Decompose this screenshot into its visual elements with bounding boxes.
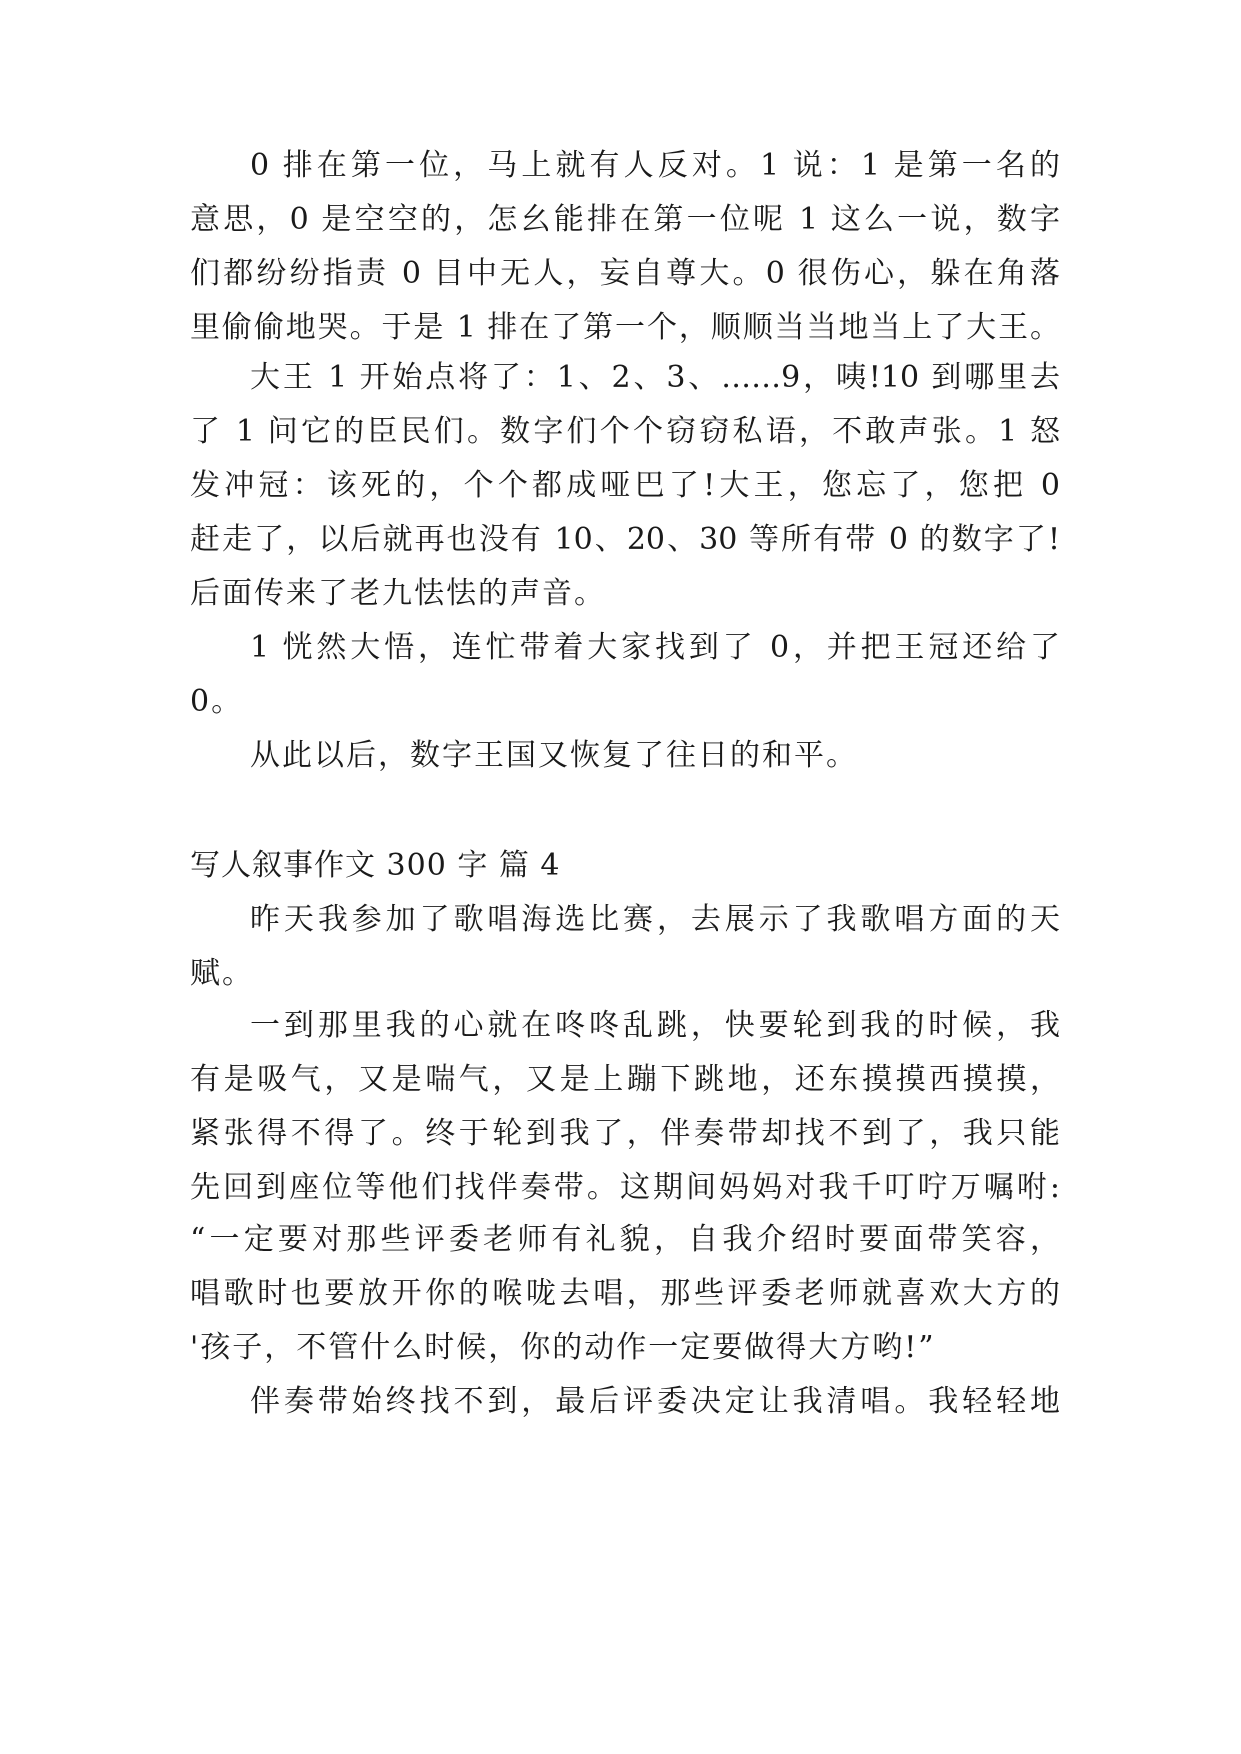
text-line: 了 1 问它的臣民们。数字们个个窃窃私语，不敢声张。1 怒 [190, 414, 1060, 449]
text-line: 赶走了，以后就再也没有 10、20、30 等所有带 0 的数字了! [190, 522, 1060, 557]
text-line: 发冲冠：该死的，个个都成哑巴了!大王，您忘了，您把 0 [190, 468, 1060, 503]
text-line: 后面传来了老九怯怯的声音。 [190, 576, 606, 611]
text-line: 里偷偷地哭。于是 1 排在了第一个，顺顺当当地当上了大王。 [190, 310, 1060, 345]
text-line: 先回到座位等他们找伴奏带。这期间妈妈对我千叮咛万嘱咐: [190, 1170, 1060, 1205]
section-heading: 写人叙事作文 300 字 篇 4 [190, 848, 561, 883]
text-line: 意思，0 是空空的，怎幺能排在第一位呢 1 这么一说，数字 [190, 202, 1060, 237]
text-line: 一到那里我的心就在咚咚乱跳，快要轮到我的时候，我 [250, 1008, 1060, 1043]
text-line: 紧张得不得了。终于轮到我了，伴奏带却找不到了，我只能 [190, 1116, 1060, 1151]
text-line: “一定要对那些评委老师有礼貌，自我介绍时要面带笑容， [190, 1222, 1060, 1257]
text-line: 伴奏带始终找不到，最后评委决定让我清唱。我轻轻地 [250, 1384, 1060, 1419]
text-line: 从此以后，数字王国又恢复了往日的和平。 [250, 738, 858, 773]
text-line: 赋。 [190, 956, 254, 991]
text-line: 唱歌时也要放开你的喉咙去唱，那些评委老师就喜欢大方的 [190, 1276, 1060, 1311]
text-line: 们都纷纷指责 0 目中无人，妄自尊大。0 很伤心，躲在角落 [190, 256, 1060, 291]
text-line: 1 恍然大悟，连忙带着大家找到了 0，并把王冠还给了 [250, 630, 1060, 665]
text-line: 0。 [190, 684, 244, 719]
text-line: 有是吸气，又是喘气，又是上蹦下跳地，还东摸摸西摸摸， [190, 1062, 1060, 1097]
text-line: 0 排在第一位，马上就有人反对。1 说：1 是第一名的 [250, 148, 1060, 183]
text-line: '孩子，不管什么时候，你的动作一定要做得大方哟!” [190, 1330, 936, 1365]
text-line: 昨天我参加了歌唱海选比赛，去展示了我歌唱方面的天 [250, 902, 1060, 937]
text-line: 大王 1 开始点将了：1、2、3、……9，咦!10 到哪里去 [250, 360, 1060, 395]
